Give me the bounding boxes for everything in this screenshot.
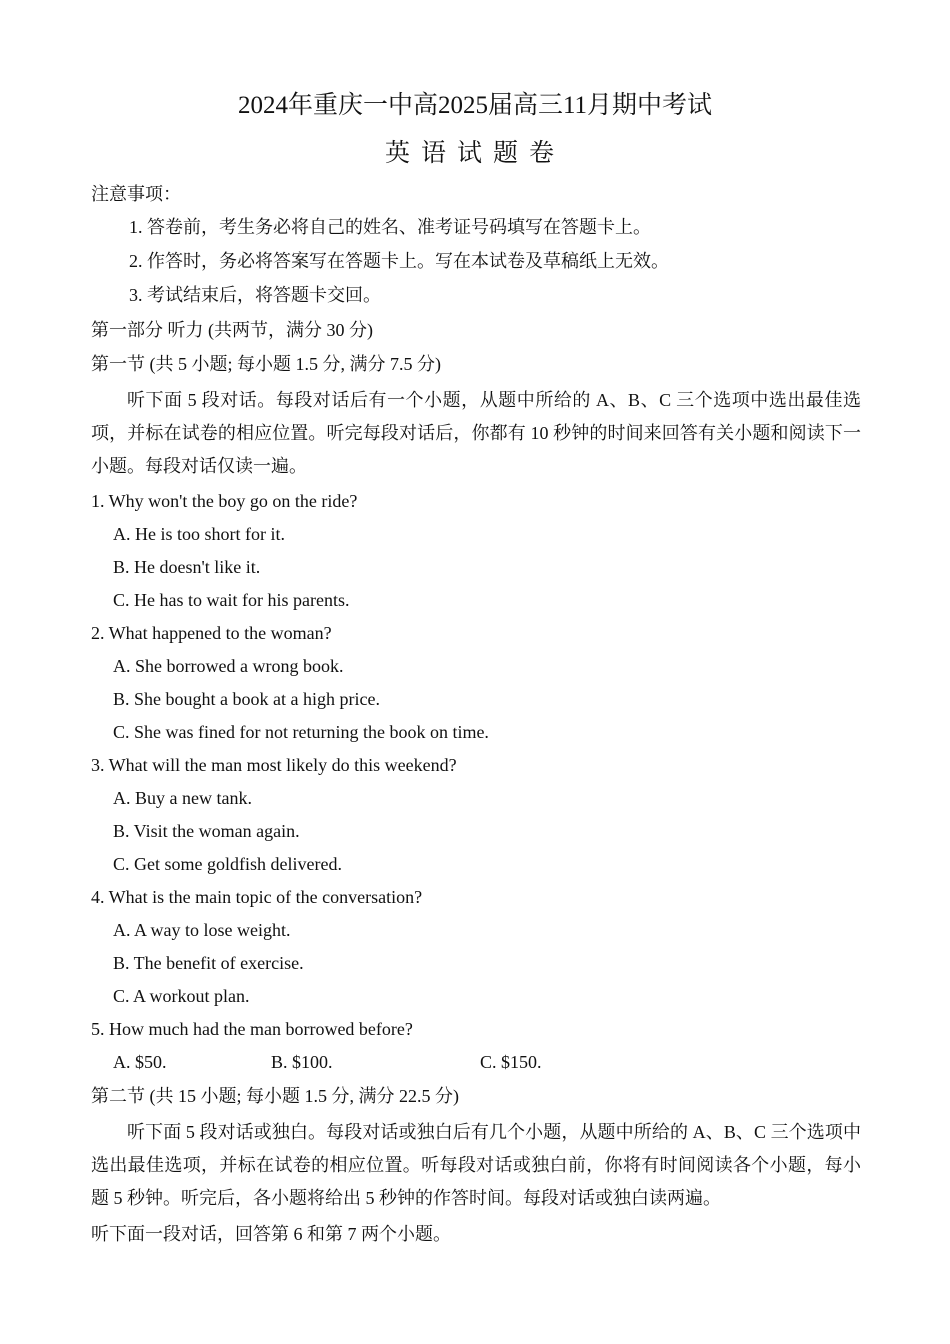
notice-heading: 注意事项：	[91, 184, 181, 204]
section2-heading: 第二节 (共 15 小题; 每小题 1.5 分, 满分 22.5 分)	[91, 1086, 459, 1106]
option-2a: A. She borrowed a wrong book.	[113, 656, 344, 676]
section1-heading: 第一节 (共 5 小题; 每小题 1.5 分, 满分 7.5 分)	[91, 354, 441, 374]
option-5a: A. $50.	[113, 1052, 167, 1072]
question-3: 3. What will the man most likely do this weekend?	[91, 755, 457, 775]
notice-item: 2. 作答时，务必将答案写在答题卡上。写在本试卷及草稿纸上无效。	[129, 251, 669, 271]
option-4c: C. A workout plan.	[113, 986, 250, 1006]
notice-item: 3. 考试结束后，将答题卡交回。	[129, 285, 381, 305]
section1-instructions: 听下面 5 段对话。每段对话后有一个小题，从题中所给的 A、B、C 三个选项中选出最佳选项，并标在试卷的相应位置。听完每段对话后，你都有 10 秒钟的时间来回答有关小题和阅读下一小题。每段对话仅读一遍。	[91, 390, 861, 476]
option-3c: C. Get some goldfish delivered.	[113, 854, 342, 874]
option-1c: C. He has to wait for his parents.	[113, 590, 350, 610]
exam-subtitle: 英语试题卷	[384, 140, 565, 167]
section2-instructions: 听下面 5 段对话或独白。每段对话或独白后有几个小题，从题中所给的 A、B、C 三个选项中选出最佳选项，并标在试卷的相应位置。听每段对话或独白前，你将有时间阅读各个小题，每小题 5 秒钟。听完后，各小题将给出 5 秒钟的作答时间。每段对话或独白读两遍。	[91, 1122, 861, 1208]
section2-next: 听下面一段对话，回答第 6 和第 7 两个小题。	[91, 1224, 451, 1244]
option-2b: B. She bought a book at a high price.	[113, 689, 380, 709]
exam-title: 2024年重庆一中高2025届高三11月期中考试	[237, 92, 713, 119]
question-5: 5. How much had the man borrowed before?	[91, 1019, 413, 1039]
option-3a: A. Buy a new tank.	[113, 788, 252, 808]
option-1b: B. He doesn't like it.	[113, 557, 261, 577]
question-1: 1. Why won't the boy go on the ride?	[91, 491, 358, 511]
option-5b: B. $100.	[271, 1052, 333, 1072]
option-5c: C. $150.	[480, 1052, 542, 1072]
option-4b: B. The benefit of exercise.	[113, 953, 304, 973]
question-2: 2. What happened to the woman?	[91, 623, 332, 643]
option-1a: A. He is too short for it.	[113, 524, 285, 544]
question-4: 4. What is the main topic of the conversation?	[91, 887, 423, 907]
option-2c: C. She was fined for not returning the book on time.	[113, 722, 489, 742]
part1-heading: 第一部分 听力 (共两节，满分 30 分)	[91, 320, 373, 340]
option-4a: A. A way to lose weight.	[113, 920, 291, 940]
notice-item: 1. 答卷前，考生务必将自己的姓名、准考证号码填写在答题卡上。	[129, 217, 651, 237]
option-3b: B. Visit the woman again.	[113, 821, 300, 841]
